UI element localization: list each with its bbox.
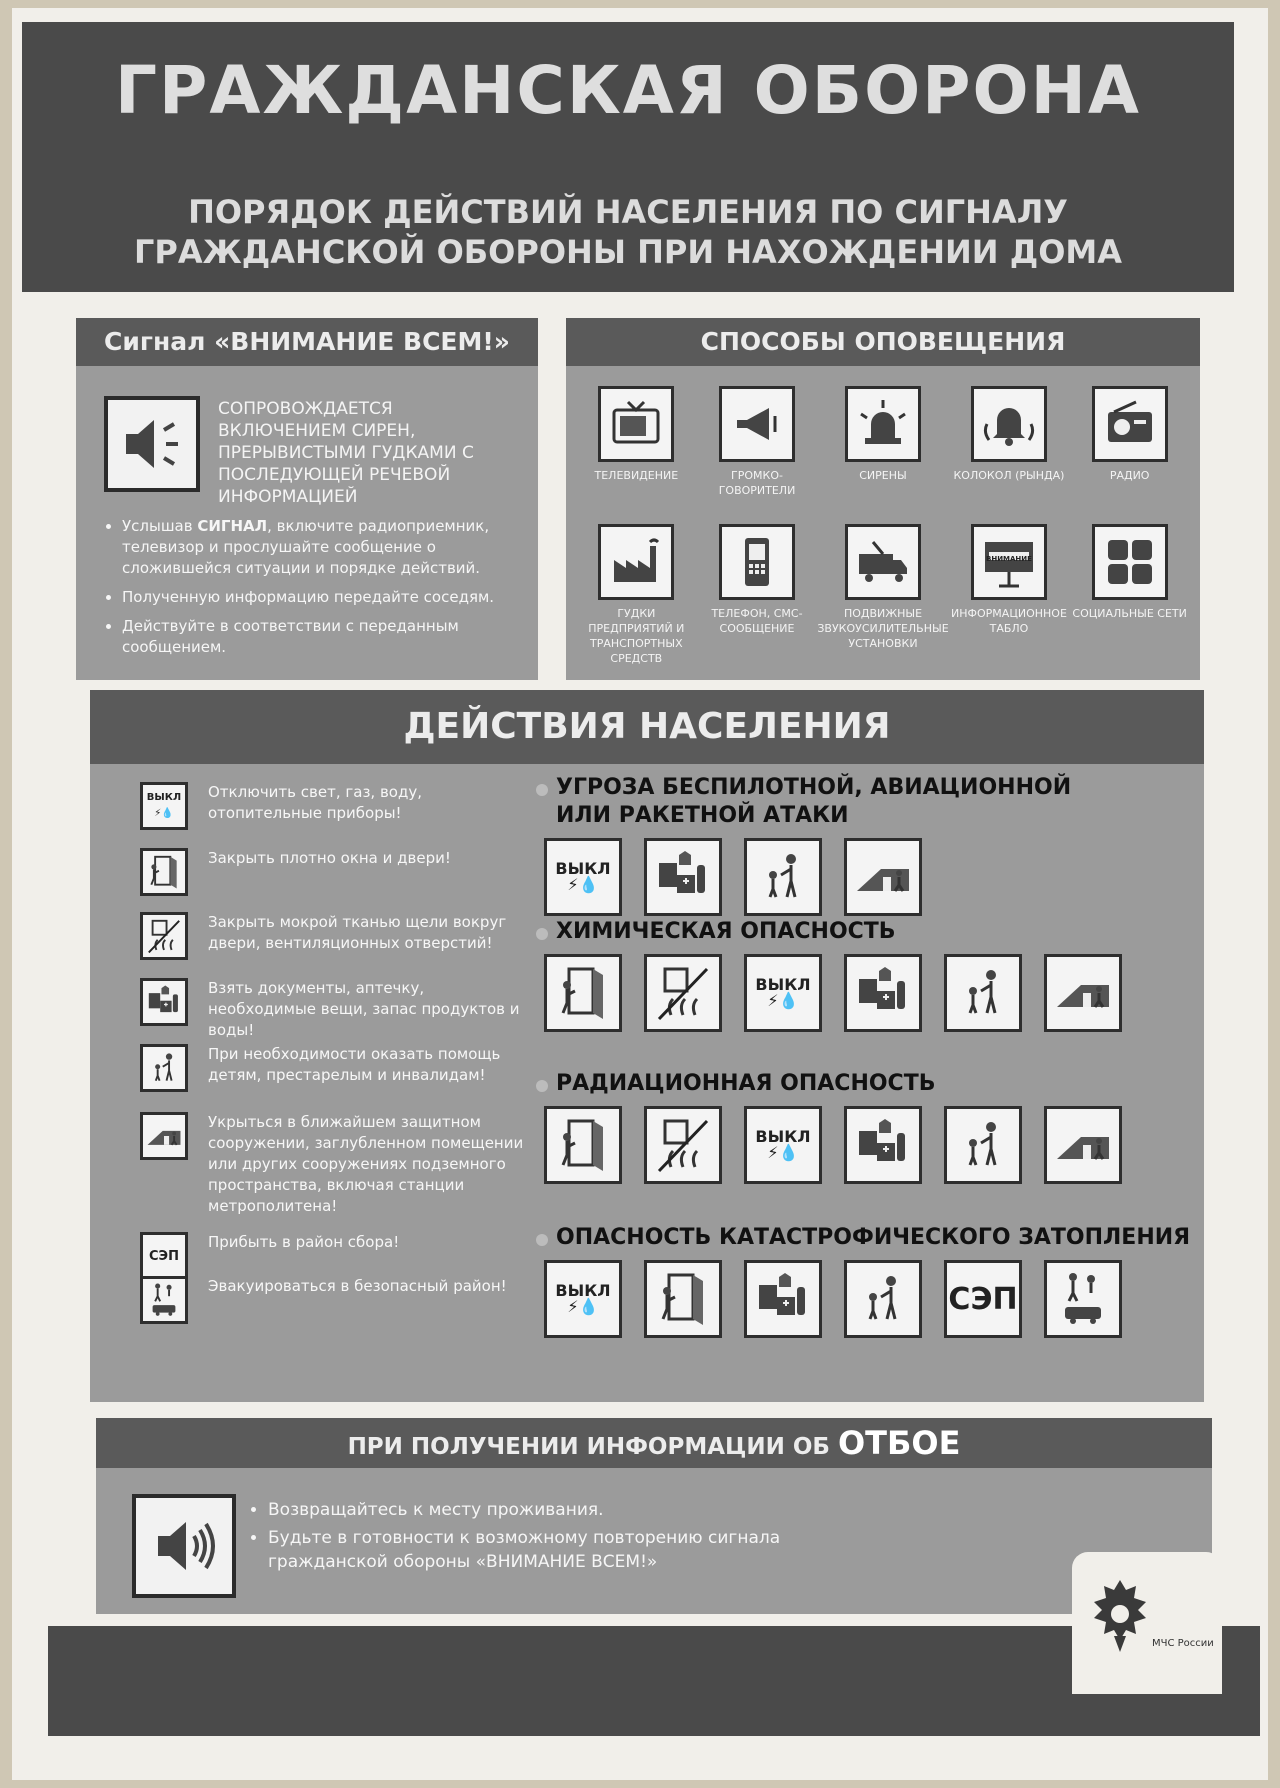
help-people-icon (140, 1044, 188, 1092)
vent-seal-icon (644, 1106, 722, 1184)
close-door-icon (644, 1260, 722, 1338)
method-item (576, 386, 697, 514)
documents-icon (644, 838, 722, 916)
factory-icon (598, 524, 674, 600)
legend-text: Эвакуироваться в безопасный район! (208, 1277, 507, 1295)
hazard-title: ХИМИЧЕСКАЯ ОПАСНОСТЬ (536, 918, 1196, 946)
methods-panel (566, 318, 1200, 680)
hazard-icons (544, 838, 1196, 916)
evacuate-icon (1044, 1260, 1122, 1338)
board-text: ВНИМАНИЕ (986, 555, 1032, 563)
emblem-icon (1090, 1576, 1150, 1654)
hazard-block (536, 918, 1196, 1032)
social-icon (1092, 524, 1168, 600)
signal-panel (76, 318, 538, 680)
hazard-title: РАДИАЦИОННАЯ ОПАСНОСТЬ (536, 1070, 1196, 1098)
switch-off-icon: ВЫКЛ ⚡💧 (544, 1260, 622, 1338)
hazard-title: ОПАСНОСТЬ КАТАСТРОФИЧЕСКОГО ЗАТОПЛЕНИЯ (536, 1224, 1196, 1252)
bell-icon (971, 386, 1047, 462)
method-label: ТЕЛЕФОН, СМС-СООБЩЕНИЕ (711, 607, 803, 635)
hazard-block (536, 1070, 1196, 1184)
method-item (576, 524, 697, 665)
signal-instructions (104, 516, 542, 666)
documents-icon (140, 978, 188, 1026)
hazard-title: УГРОЗА БЕСПИЛОТНОЙ, АВИАЦИОННОЙ ИЛИ РАКЕТНОЙ АТАКИ (536, 774, 1076, 830)
list-item: • Возвращайтесь к месту проживания. (268, 1498, 868, 1522)
hazard-block (536, 1224, 1196, 1338)
method-label: РАДИО (1109, 469, 1150, 482)
subtitle-line-1: ПОРЯДОК ДЕЙСТВИЙ НАСЕЛЕНИЯ ПО СИГНАЛУ (188, 193, 1068, 231)
speaker-sound-icon (132, 1494, 236, 1598)
vent-seal-icon (644, 954, 722, 1032)
sep-icon: СЭП (140, 1232, 188, 1280)
radio-icon (1092, 386, 1168, 462)
switch-off-icon: ВЫКЛ ⚡💧 (744, 1106, 822, 1184)
otboi-title: ПРИ ПОЛУЧЕНИИ ИНФОРМАЦИИ ОБ ОТБОЕ (96, 1418, 1212, 1468)
poster-subtitle (22, 192, 1234, 272)
sep-icon: СЭП (944, 1260, 1022, 1338)
method-label: ИНФОРМАЦИОННОЕ ТАБЛО (951, 607, 1067, 635)
phone-icon (719, 524, 795, 600)
poster-header (22, 22, 1234, 292)
legend-text: Укрыться в ближайшем защитном сооружении, заглубленном помещении или других сооружениях подземного пространства, включая станции метрополитена! (208, 1113, 524, 1215)
signal-description: СОПРОВОЖДАЕТСЯ ВКЛЮЧЕНИЕМ СИРЕН, ПРЕРЫВИСТЫМИ ГУДКАМИ С ПОСЛЕДУЮЩЕЙ РЕЧЕВОЙ ИНФОРМАЦИЕЙ (218, 399, 474, 507)
help-people-icon (944, 1106, 1022, 1184)
mchs-logo (1072, 1552, 1222, 1694)
shelter-icon (1044, 1106, 1122, 1184)
help-people-icon (844, 1260, 922, 1338)
method-label: ГУДКИ ПРЕДПРИЯТИЙ И ТРАНСПОРТНЫХ СРЕДСТВ (588, 607, 685, 665)
help-people-icon (744, 838, 822, 916)
board-icon (971, 524, 1047, 600)
method-item (949, 386, 1070, 514)
method-label: СИРЕНЫ (859, 469, 907, 482)
close-door-icon (544, 954, 622, 1032)
shelter-icon (1044, 954, 1122, 1032)
method-label: СОЦИАЛЬНЫЕ СЕТИ (1072, 607, 1187, 620)
method-label: ТЕЛЕВИДЕНИЕ (594, 469, 679, 482)
legend-text: Отключить свет, газ, воду, отопительные приборы! (208, 783, 422, 822)
siren-icon (845, 386, 921, 462)
speaker-icon (104, 396, 200, 492)
documents-icon (744, 1260, 822, 1338)
method-label: КОЛОКОЛ (РЫНДА) (953, 469, 1065, 482)
list-item: • Полученную информацию передайте соседям. (122, 587, 542, 608)
vent-seal-icon (140, 912, 188, 960)
switch-off-icon: ВЫКЛ ⚡💧 (744, 954, 822, 1032)
legend-text: При необходимости оказать помощь детям, престарелым и инвалидам! (208, 1045, 501, 1084)
actions-panel (90, 690, 1204, 1402)
subtitle-line-2: ГРАЖДАНСКОЙ ОБОРОНЫ ПРИ НАХОЖДЕНИИ ДОМА (133, 233, 1123, 271)
actions-title: ДЕЙСТВИЯ НАСЕЛЕНИЯ (90, 690, 1204, 764)
method-item (697, 386, 818, 514)
method-item (817, 524, 948, 652)
method-item (817, 386, 948, 514)
loudspeaker-icon (719, 386, 795, 462)
tv-icon (598, 386, 674, 462)
documents-icon (844, 954, 922, 1032)
help-people-icon (944, 954, 1022, 1032)
signal-title: Сигнал «ВНИМАНИЕ ВСЕМ!» (76, 318, 538, 366)
method-item (949, 524, 1070, 652)
switch-off-icon: ВЫКЛ ⚡💧 (544, 838, 622, 916)
legend-text: Прибыть в район сбора! (208, 1233, 400, 1251)
hazard-icons (544, 1106, 1196, 1184)
poster-title: ГРАЖДАНСКАЯ ОБОРОНА (115, 52, 1141, 129)
logo-text: МЧС России (1152, 1638, 1214, 1649)
close-door-icon (544, 1106, 622, 1184)
hazard-block (536, 774, 1196, 916)
switch-off-icon: ВЫКЛ ⚡💧 (140, 782, 188, 830)
shelter-icon (140, 1112, 188, 1160)
method-item (1069, 386, 1190, 514)
close-door-icon (140, 848, 188, 896)
legend-text: Взять документы, аптечку, необходимые вещи, запас продуктов и воды! (208, 979, 520, 1039)
documents-icon (844, 1106, 922, 1184)
list-item: • Будьте в готовности к возможному повторению сигнала гражданской обороны «ВНИМАНИЕ ВСЕМ!» (268, 1526, 868, 1574)
method-label: ГРОМКО-ГОВОРИТЕЛИ (718, 469, 796, 497)
list-item: • Действуйте в соответствии с переданным сообщением. (122, 616, 542, 658)
hazard-icons (544, 1260, 1196, 1338)
truck-icon (845, 524, 921, 600)
legend-text: Закрыть плотно окна и двери! (208, 849, 451, 867)
list-item: • Услышав СИГНАЛ, включите радиоприемник, телевизор и прослушайте сообщение о сложившейся ситуации и порядке действий. (122, 516, 542, 579)
hazard-icons (544, 954, 1196, 1032)
shelter-icon (844, 838, 922, 916)
otboi-instructions (250, 1498, 868, 1578)
methods-grid (576, 386, 1190, 665)
methods-title: СПОСОБЫ ОПОВЕЩЕНИЯ (566, 318, 1200, 366)
method-item (1069, 524, 1190, 652)
evacuate-icon (140, 1276, 188, 1324)
legend-text: Закрыть мокрой тканью щели вокруг двери, вентиляционных отверстий! (208, 913, 507, 952)
method-label: ПОДВИЖНЫЕ ЗВУКОУСИЛИТЕЛЬНЫЕ УСТАНОВКИ (817, 607, 949, 650)
method-item (697, 524, 818, 652)
otboi-panel (96, 1418, 1212, 1614)
